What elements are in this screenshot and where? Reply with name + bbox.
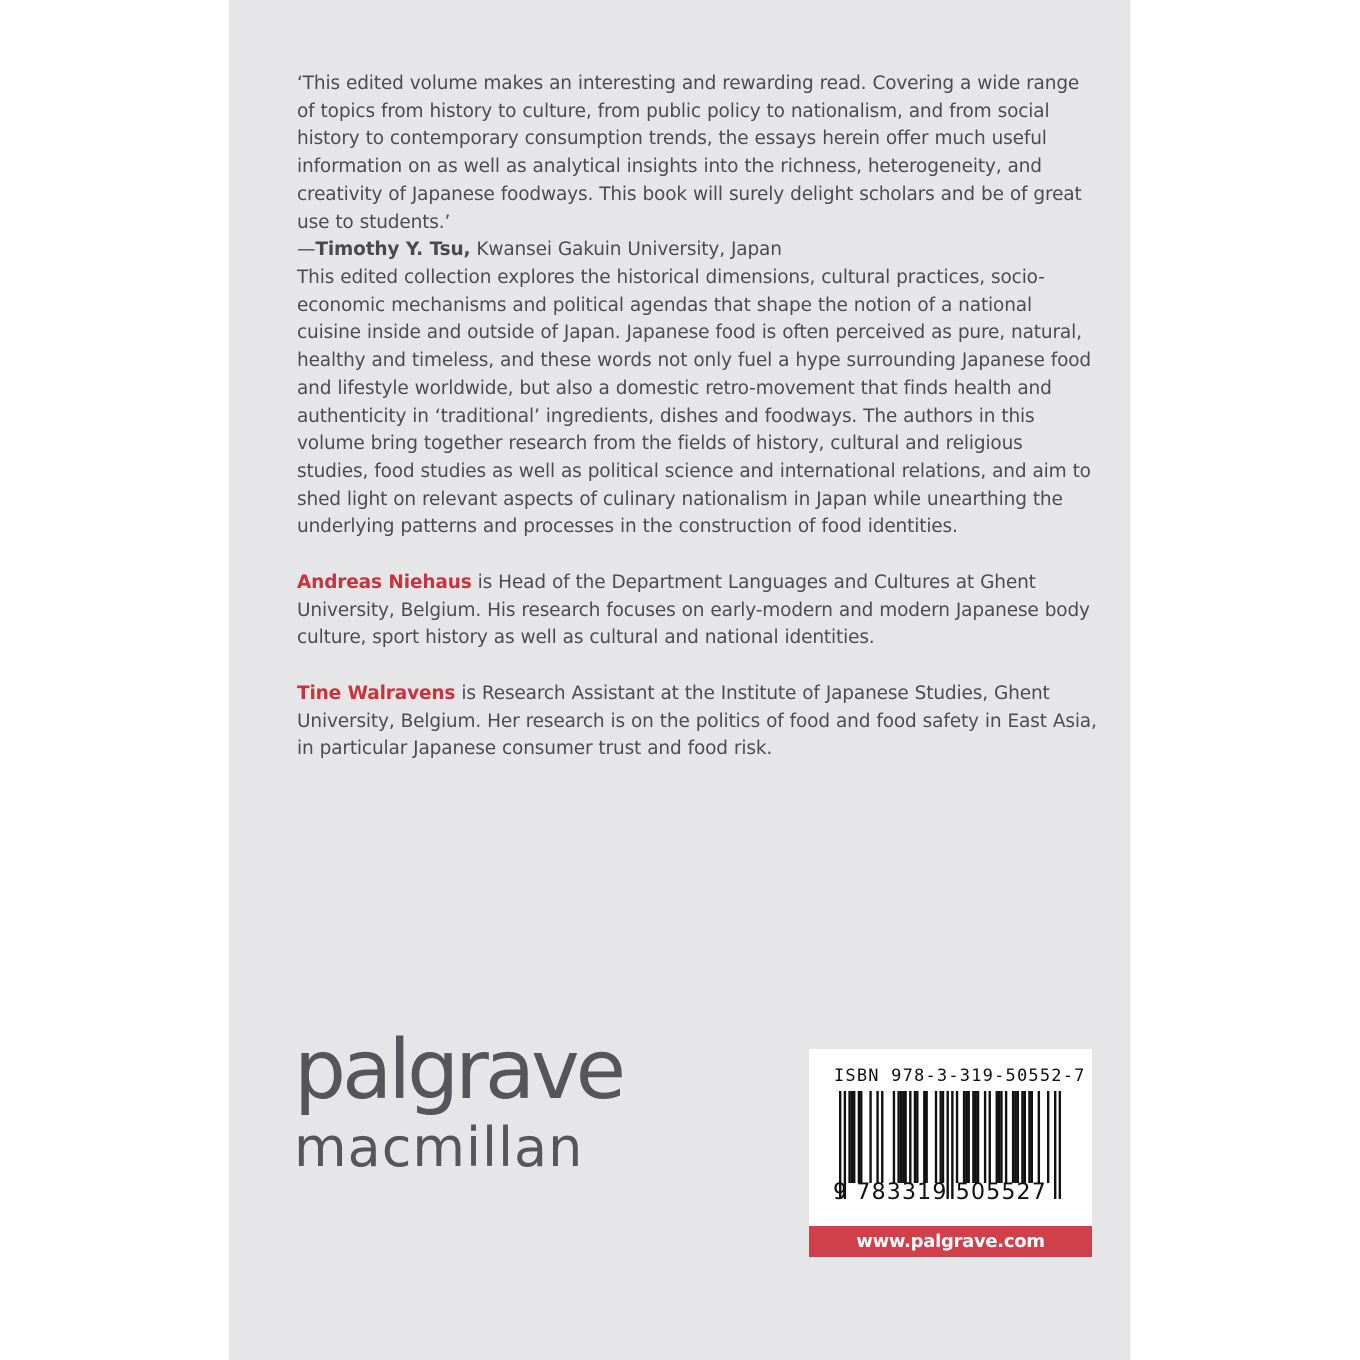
barcode-bar: [1031, 1091, 1033, 1183]
attribution-dash: —: [297, 239, 316, 261]
barcode-bar: [1021, 1091, 1023, 1183]
barcode-bar: [897, 1091, 899, 1183]
barcode-bar: [975, 1091, 977, 1183]
ean-digits: 9 783319 505527: [833, 1180, 1047, 1205]
barcode-bar: [916, 1091, 918, 1183]
barcode-bar: [1028, 1091, 1030, 1183]
barcode-bar: [939, 1091, 941, 1183]
isbn-barcode: [809, 1049, 1092, 1226]
editor-bio-text: is Head of the Department Languages and Cultures at Ghent University, Belgium. His research focuses on early-modern and modern Japanese body culture, sport history as well as cultural and national identities.: [297, 572, 1090, 649]
barcode-bar: [1000, 1091, 1002, 1183]
endorsement-attribution: [297, 236, 1097, 264]
description-text: This edited collection explores the historical dimensions, cultural practices, socio-economic mechanisms and political agendas that shape the notion of a national cuisine inside and outside of Japan. Japanese food is often perceived as pure, natural, healthy and timeless, and these words not only fuel a hype surrounding Japanese food and lifestyle worldwide, but also a domestic retro-movement that finds health and authenticity in ‘traditional’ ingredients, dishes and foodways. The authors in this volume bring together research from the fields of history, cultural and religious studies, food studies as well as political science and international relations, and aim to shed light on relevant aspects of culinary nationalism in Japan while unearthing the underlying patterns and processes in the construction of food identities.: [297, 267, 1092, 538]
editor-name: Andreas Niehaus: [297, 572, 472, 593]
barcode-bar: [914, 1091, 916, 1183]
barcode-bar: [902, 1091, 904, 1183]
isbn-label: ISBN 978-3-319-50552-7: [834, 1066, 1086, 1086]
endorsement-blurb: [297, 70, 1097, 264]
logo-wordmark-macmillan: macmillan: [294, 1116, 584, 1179]
attribution-name: Timothy Y. Tsu,: [315, 239, 471, 261]
barcode-bar: [909, 1091, 911, 1183]
barcode-bar: [977, 1091, 979, 1183]
barcode-bar: [904, 1091, 906, 1183]
editor-bio-text: is Research Assistant at the Institute of Japanese Studies, Ghent University, Belgium. Her research is on the politics of food and food safety in East Asia, in particular Japanese consumer trust and food risk.: [297, 683, 1097, 760]
barcode-bar: [923, 1091, 925, 1183]
barcode-bar: [998, 1091, 1000, 1183]
barcode-bar: [853, 1091, 855, 1183]
barcode-bar: [869, 1091, 871, 1183]
editor-bio: [297, 680, 1097, 763]
barcode-bar: [956, 1091, 958, 1183]
barcode-bar: [1012, 1091, 1014, 1183]
barcode-bar: [968, 1091, 970, 1183]
barcode-bar: [1054, 1091, 1056, 1199]
barcode-bar: [1017, 1091, 1019, 1183]
barcode-bar: [1038, 1091, 1040, 1183]
barcode-bar: [965, 1091, 967, 1183]
barcode-bar: [989, 1091, 991, 1183]
barcode-bar: [851, 1091, 853, 1183]
barcode-bar: [1059, 1091, 1061, 1199]
barcode-bar: [942, 1091, 944, 1183]
barcode-bar: [984, 1091, 986, 1183]
barcode-bar: [996, 1091, 998, 1183]
barcode-bar: [925, 1091, 927, 1183]
barcode-bar: [858, 1091, 860, 1183]
publisher-logo: [294, 1023, 623, 1179]
barcode-bar: [1005, 1091, 1007, 1183]
barcode-bar: [1024, 1091, 1026, 1183]
barcode-bar: [935, 1091, 937, 1183]
editor-bio: [297, 569, 1097, 652]
attribution-affiliation: Kwansei Gakuin University, Japan: [470, 239, 782, 261]
barcode-bar: [848, 1091, 850, 1183]
barcode-bar: [881, 1091, 883, 1183]
barcode-bar: [860, 1091, 862, 1183]
logo-wordmark-palgrave: palgrave: [294, 1023, 623, 1118]
barcode-bar: [1014, 1091, 1016, 1183]
book-description: [297, 264, 1097, 541]
barcode-bar: [972, 1091, 974, 1183]
barcode-bar: [963, 1091, 965, 1183]
barcode-bar: [893, 1091, 895, 1183]
barcode-bar: [876, 1091, 878, 1183]
publisher-website: www.palgrave.com: [809, 1226, 1092, 1257]
barcode-bar: [1047, 1091, 1049, 1183]
barcode-bar: [900, 1091, 902, 1183]
editor-name: Tine Walravens: [297, 683, 456, 704]
endorsement-quote: ‘This edited volume makes an interesting and rewarding read. Covering a wide range of topics from history to culture, from public policy to nationalism, and from social history to contemporary consumption trends, the essays herein offer much useful information on as well as analytical insights into the richness, heterogeneity, and creativity of Japanese foodways. This book will surely delight scholars and be of great use to students.’: [297, 73, 1082, 233]
